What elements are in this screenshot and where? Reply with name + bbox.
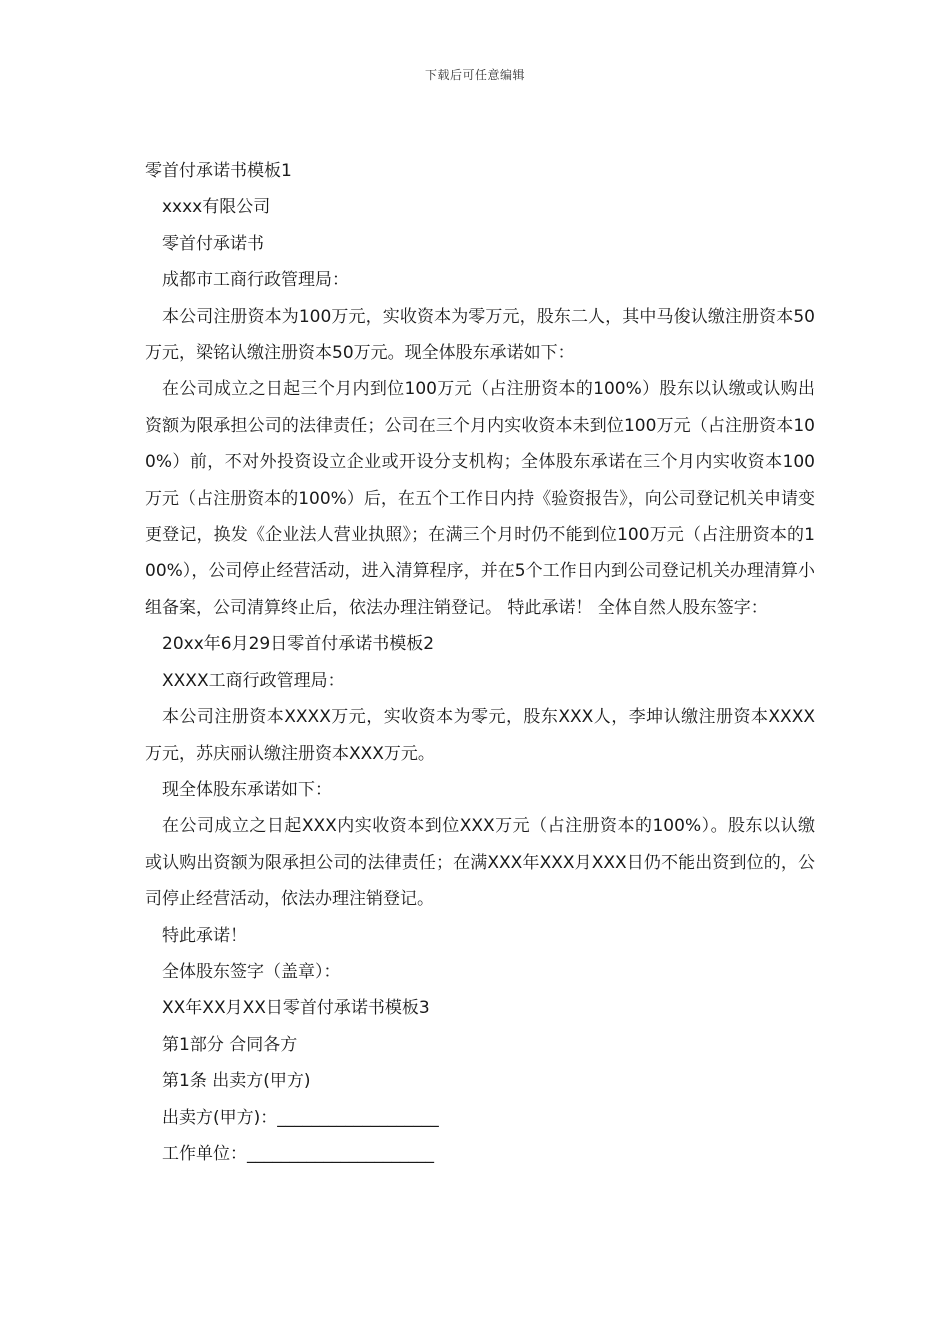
addressee-2: XXXX工商行政管理局： <box>162 670 345 691</box>
work-unit-field: 工作单位：______________________ <box>162 1143 434 1164</box>
paragraph-commitment: 在公司成立之日起三个月内到位100万元（占注册资本的100%）股东以认缴或认购出资额为限承担公司的法律责任；公司在三个月内实收资本未到位100万元（占注册资本100%）前，不对外投资设立企业或开设分支机构；全体股东承诺在三个月内实收资本100万元（占注册资本的100%）后，在五个工作日内持《验资报告》，向公司登记机关申请变更登记，换发《企业法人营业执照》；在满三个月时仍不能到位100万元（占注册资本的100%），公司停止经营活动，进入清算程序，并在5个工作日内到公司登记机关办理清算小组备案，公司清算终止后，依法办理注销登记。 特此承诺！ 全体自然人股东签字： <box>145 379 815 618</box>
addressee: 成都市工商行政管理局： <box>162 270 349 291</box>
date-and-template-3: XX年XX月XX日零首付承诺书模板3 <box>162 998 430 1019</box>
doc-title-template-1: 零首付承诺书模板1 <box>145 161 292 181</box>
section-parties: 第1部分 合同各方 <box>162 1034 298 1055</box>
paragraph-capital: 本公司注册资本为100万元，实收资本为零万元，股东二人，其中马俊认缴注册资本50万元，梁铭认缴注册资本50万元。现全体股东承诺如下： <box>145 306 815 364</box>
company-name: xxxx有限公司 <box>162 197 271 218</box>
signature-line: 全体股东签字（盖章）： <box>162 961 341 982</box>
date-and-template-2: 20xx年6月29日零首付承诺书模板2 <box>162 634 435 655</box>
commitment-intro: 现全体股东承诺如下： <box>162 779 332 800</box>
article-seller: 第1条 出卖方(甲方) <box>162 1071 311 1092</box>
document-body <box>145 153 815 1172</box>
seller-field: 出卖方(甲方)：___________________ <box>162 1107 439 1128</box>
page-header: 下载后可任意编辑 <box>424 68 525 82</box>
hereby-commit: 特此承诺！ <box>162 925 247 946</box>
paragraph-commitment-2: 在公司成立之日起XXX内实收资本到位XXX万元（占注册资本的100%）。股东以认缴或认购出资额为限承担公司的法律责任；在满XXX年XXX月XXX日仍不能出资到位的，公司停止经营活动，依法办理注销登记。 <box>145 816 815 910</box>
letter-title: 零首付承诺书 <box>162 233 264 254</box>
paragraph-capital-2: 本公司注册资本XXXX万元，实收资本为零元，股东XXX人，李坤认缴注册资本XXXX万元，苏庆丽认缴注册资本XXX万元。 <box>145 707 815 764</box>
